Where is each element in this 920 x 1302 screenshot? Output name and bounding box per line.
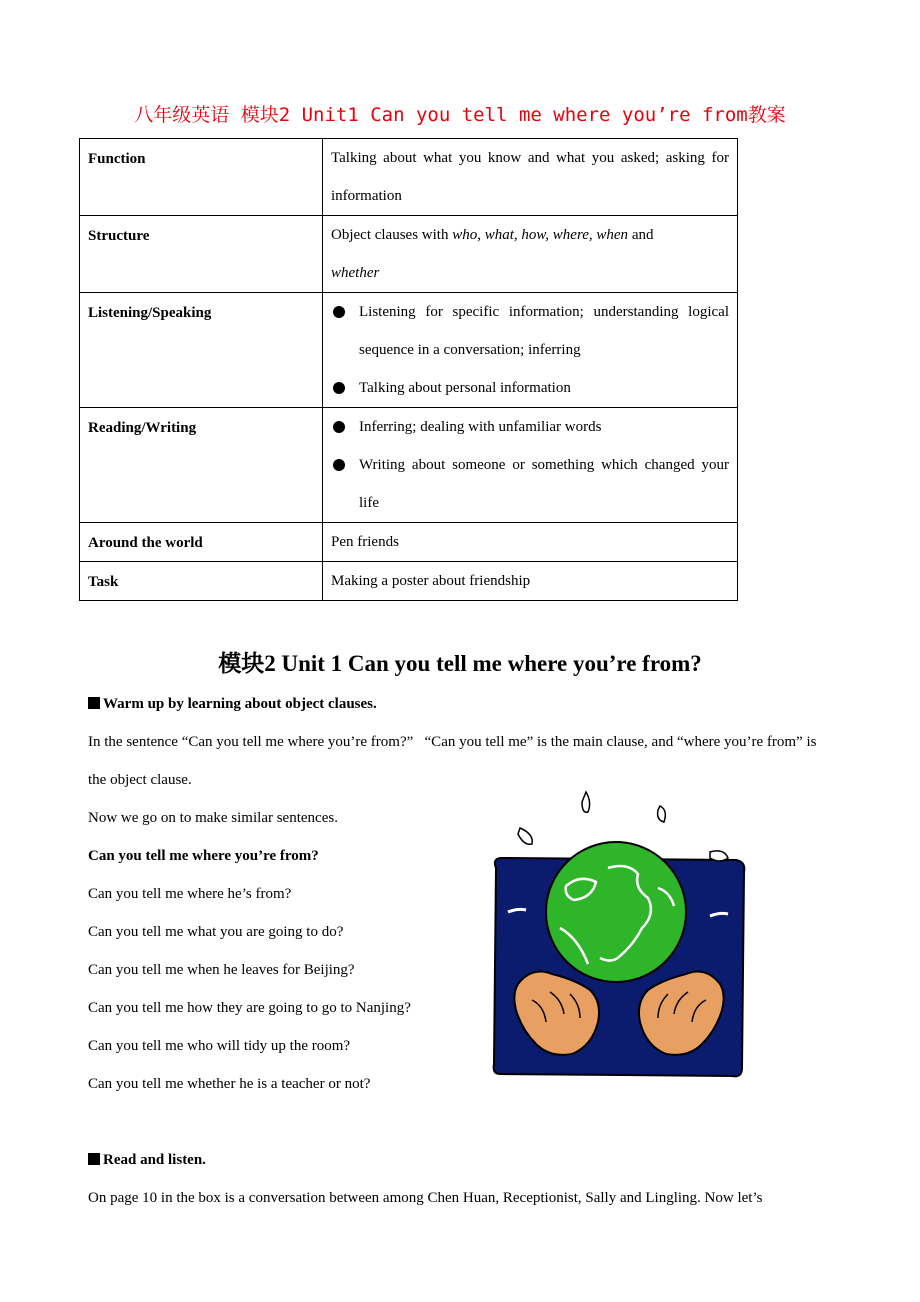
example-sentence: Can you tell me who will tidy up the room?	[88, 1038, 351, 1054]
row-value: Pen friends	[323, 523, 738, 562]
table-row	[80, 216, 738, 293]
row-label: Reading/Writing	[80, 408, 323, 523]
spacer	[88, 1103, 833, 1141]
structure-and: and	[628, 227, 654, 243]
bullet-text: Inferring; dealing with unfamiliar words	[359, 419, 602, 435]
read-heading-text: Read and listen.	[103, 1152, 206, 1168]
bullet-text: Writing about someone or something which changed your life	[359, 457, 729, 511]
row-label: Listening/Speaking	[80, 293, 323, 408]
unit-heading: 模块2 Unit 1 Can you tell me where you’re from?	[218, 651, 702, 676]
row-label: Structure	[80, 216, 323, 293]
bullet-icon	[333, 306, 345, 318]
bullet-item	[331, 446, 729, 522]
row-value	[323, 408, 738, 523]
document-title: 八年级英语 模块2 Unit1 Can you tell me where you’re from教案	[134, 104, 786, 126]
bullet-item	[331, 408, 729, 446]
warmup-heading	[88, 685, 833, 723]
globe-in-hands-icon	[488, 788, 750, 1080]
row-value	[323, 293, 738, 408]
example-sentence: Can you tell me how they are going to go to Nanjing?	[88, 1000, 411, 1016]
bullet-item	[331, 293, 729, 369]
table-row	[80, 293, 738, 408]
square-bullet-icon	[88, 1153, 100, 1165]
row-value	[323, 216, 738, 293]
row-value: Talking about what you know and what you asked; asking for information	[323, 139, 738, 216]
read-text: On page 10 in the box is a conversation between among Chen Huan, Receptionist, Sally and Lingling. Now let’s	[88, 1190, 763, 1206]
table-row	[80, 139, 738, 216]
table-row	[80, 408, 738, 523]
bullet-icon	[333, 421, 345, 433]
row-label: Task	[80, 562, 323, 601]
warmup-intro: In the sentence “Can you tell me where you’re from?” “Can you tell me” is the main clause, and “where you’re from” is the object clause.	[88, 734, 821, 788]
square-bullet-icon	[88, 697, 100, 709]
bullet-text: Talking about personal information	[359, 380, 571, 396]
example-sentence: Can you tell me what you are going to do?	[88, 924, 344, 940]
row-value: Making a poster about friendship	[323, 562, 738, 601]
example-sentence: Can you tell me whether he is a teacher or not?	[88, 1076, 371, 1092]
example-bold: Can you tell me where you’re from?	[88, 848, 319, 864]
bullet-text: Listening for specific information; understanding logical sequence in a conversation; inferring	[359, 304, 729, 358]
row-label: Function	[80, 139, 323, 216]
bullet-icon	[333, 459, 345, 471]
structure-prefix: Object clauses with	[331, 227, 453, 243]
overview-table	[79, 138, 738, 601]
table-row	[80, 523, 738, 562]
read-heading	[88, 1141, 833, 1179]
table-row	[80, 562, 738, 601]
warmup-heading-text: Warm up by learning about object clauses.	[103, 696, 377, 712]
warmup-prompt: Now we go on to make similar sentences.	[88, 810, 338, 826]
row-label: Around the world	[80, 523, 323, 562]
example-sentence: Can you tell me when he leaves for Beijing?	[88, 962, 355, 978]
structure-whether: whether	[331, 265, 380, 281]
bullet-icon	[333, 382, 345, 394]
structure-wh-words: who, what, how, where, when	[452, 227, 629, 243]
example-sentence: Can you tell me where he’s from?	[88, 886, 292, 902]
bullet-item	[331, 369, 729, 407]
